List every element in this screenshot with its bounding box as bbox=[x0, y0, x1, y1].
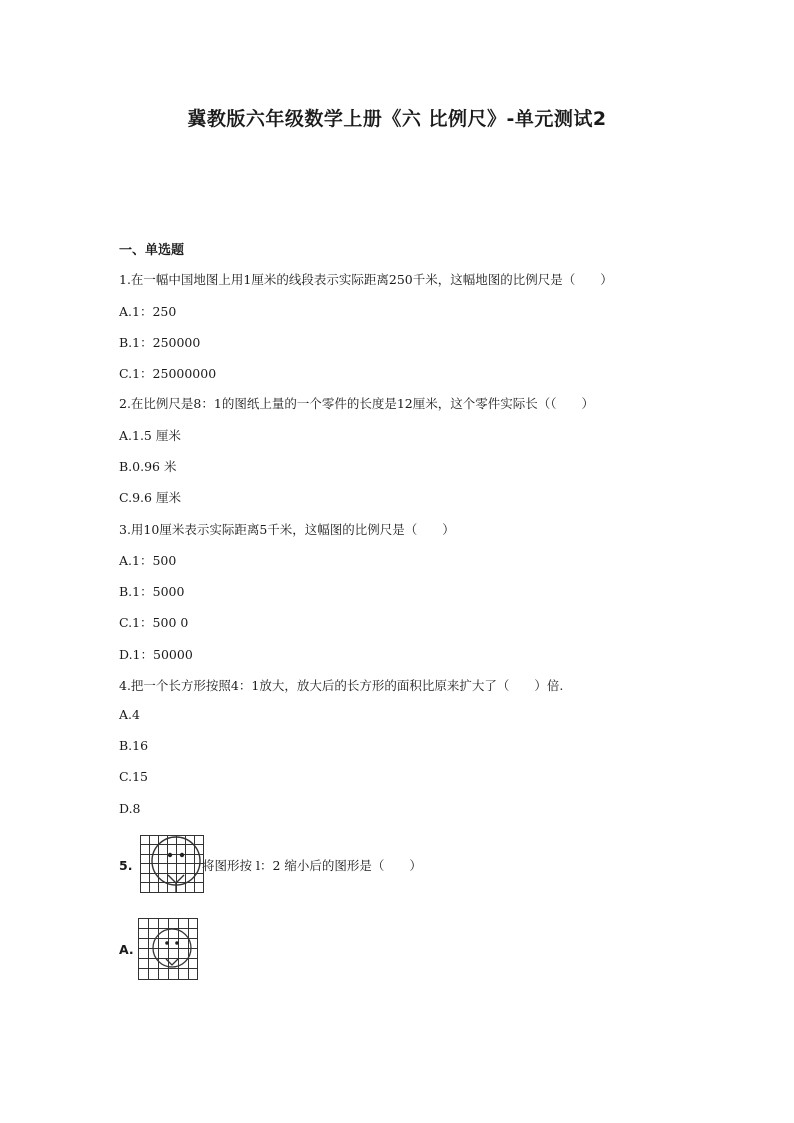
face-grid-figure-small bbox=[138, 918, 198, 980]
question-1-option-c: C.1：25000000 bbox=[119, 366, 217, 381]
question-4-option-a: A.4 bbox=[119, 707, 140, 722]
question-4-option-d: D.8 bbox=[119, 801, 141, 816]
question-4-stem: 4.把一个长方形按照4：1放大，放大后的长方形的面积比原来扩大了（ ）倍. bbox=[119, 678, 564, 693]
face-grid-figure bbox=[140, 835, 204, 893]
question-4-option-c: C.15 bbox=[119, 769, 148, 784]
question-3-stem: 3.用10厘米表示实际距离5千米，这幅图的比例尺是（ ） bbox=[119, 522, 455, 537]
question-2-option-c: C.9.6 厘米 bbox=[119, 490, 181, 505]
question-2-option-b: B.0.96 米 bbox=[119, 459, 177, 474]
question-1-option-b: B.1：250000 bbox=[119, 335, 201, 350]
question-5-text: 将图形按 l：2 缩小后的图形是（ ） bbox=[202, 858, 422, 873]
question-2-option-a: A.1.5 厘米 bbox=[119, 428, 181, 443]
question-5-option-a-figure bbox=[138, 918, 198, 980]
section-heading: 一、单选题 bbox=[119, 243, 185, 258]
question-4-option-b: B.16 bbox=[119, 738, 149, 753]
question-2-stem: 2.在比例尺是8：1的图纸上量的一个零件的长度是12厘米，这个零件实际长（（ ） bbox=[119, 396, 594, 411]
question-3-option-a: A.1：500 bbox=[119, 553, 177, 568]
question-1-option-a: A.1：250 bbox=[119, 304, 177, 319]
question-3-option-c: C.1：500 0 bbox=[119, 615, 189, 630]
page-title: 冀教版六年级数学上册《六 比例尺》-单元测试2 bbox=[187, 108, 607, 130]
question-3-option-d: D.1：50000 bbox=[119, 647, 193, 662]
question-5-number: 5. bbox=[119, 858, 133, 873]
question-1-stem: 1.在一幅中国地图上用1厘米的线段表示实际距离250千米，这幅地图的比例尺是（ ） bbox=[119, 272, 613, 287]
question-5-original-figure bbox=[140, 835, 204, 893]
question-5-option-a-label: A. bbox=[119, 942, 134, 957]
question-3-option-b: B.1：5000 bbox=[119, 584, 185, 599]
